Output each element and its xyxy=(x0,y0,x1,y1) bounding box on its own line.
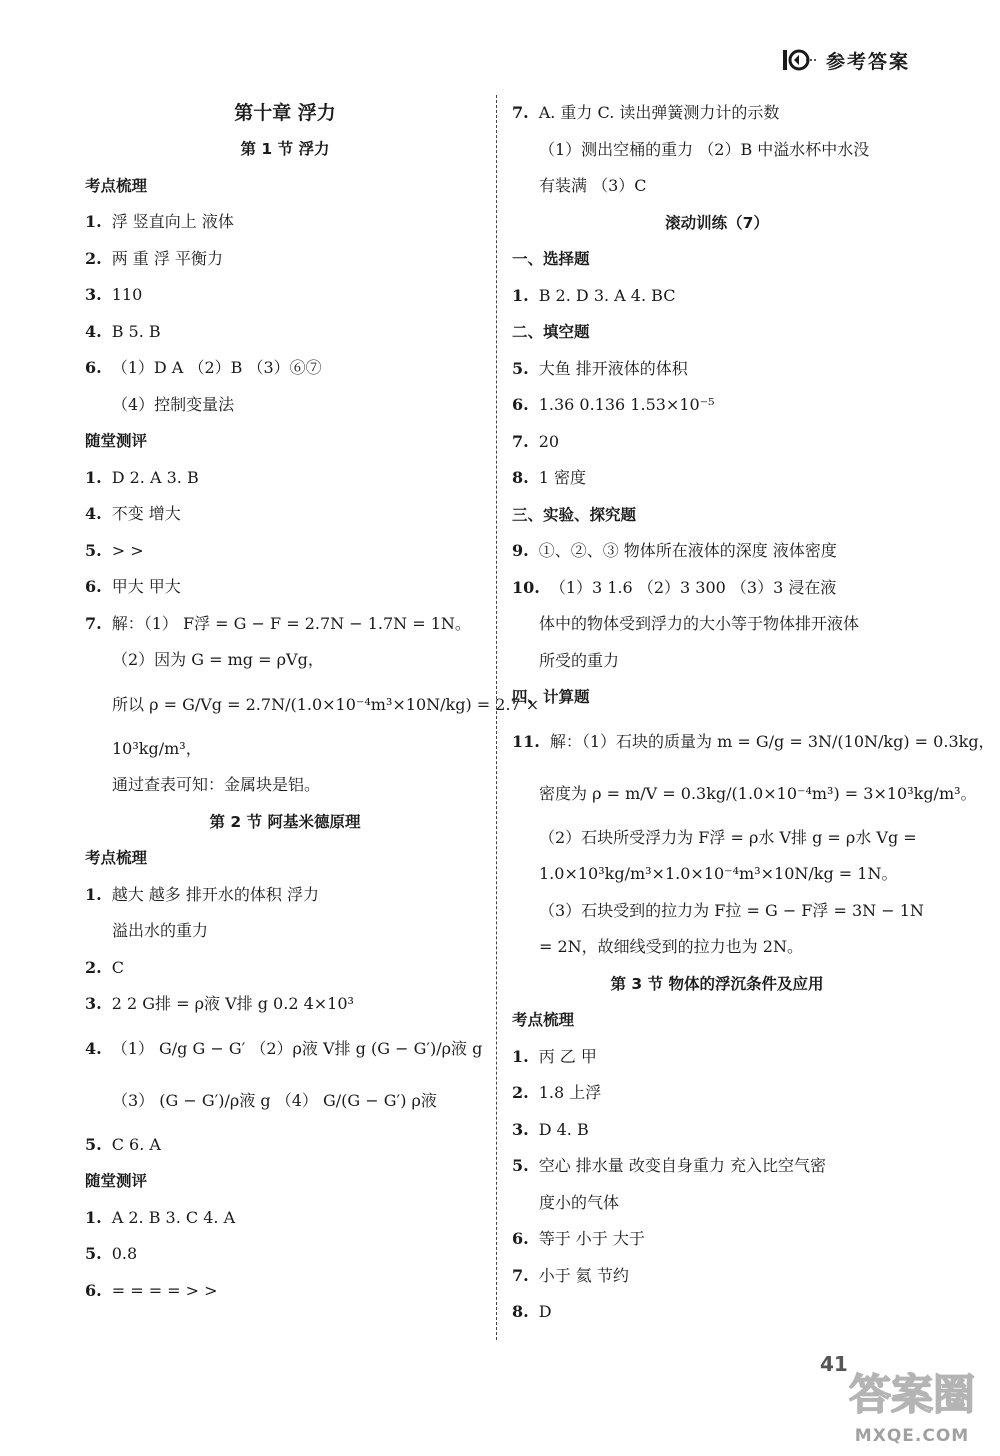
answer-text: 体中的物体受到浮力的大小等于物体排开液体 xyxy=(539,614,860,633)
answer-line xyxy=(85,1200,485,1237)
answer-line xyxy=(85,460,485,497)
answer-line xyxy=(512,1112,922,1149)
answer-text: 第 2 节 阿基米德原理 xyxy=(209,812,361,831)
answer-continuation xyxy=(512,606,922,643)
header-title: 参考答案 xyxy=(825,50,910,73)
answer-text: 1 密度 xyxy=(538,468,586,487)
answer-continuation xyxy=(85,913,485,950)
answer-line xyxy=(85,241,485,278)
subsection-heading xyxy=(85,423,485,460)
question-number: 6. xyxy=(85,577,102,596)
answer-text: A. 重力 C. 读出弹簧测力计的示数 xyxy=(538,103,780,122)
answer-text: 越大 越多 排开水的体积 浮力 xyxy=(111,884,319,904)
section-title xyxy=(512,966,922,1003)
answer-text: D 4. B xyxy=(538,1119,589,1139)
question-number: 2. xyxy=(512,1083,529,1102)
answer-line xyxy=(512,1258,922,1295)
answer-continuation xyxy=(512,893,922,930)
answer-continuation xyxy=(512,820,922,857)
answer-text: 一、选择题 xyxy=(512,250,590,268)
answer-text: 丙 乙 甲 xyxy=(538,1046,597,1066)
question-number: 1. xyxy=(512,285,529,305)
subsection-heading xyxy=(512,241,922,278)
answer-text: > > xyxy=(111,540,144,560)
answer-line xyxy=(512,716,995,768)
answer-text: 三、实验、探究题 xyxy=(512,505,637,524)
question-number: 4. xyxy=(85,321,102,341)
question-number: 7. xyxy=(512,103,529,122)
answer-text: = 2N，故细线受到的拉力也为 2N。 xyxy=(539,937,803,956)
answer-text: 两 重 浮 平衡力 xyxy=(111,248,223,268)
subsection-heading xyxy=(512,314,922,351)
answer-continuation xyxy=(512,643,922,680)
answer-text: 不变 增大 xyxy=(111,504,181,523)
question-number: 3. xyxy=(85,285,102,304)
answer-line xyxy=(512,1294,922,1331)
answer-line xyxy=(85,350,485,387)
answer-continuation xyxy=(512,768,977,820)
answer-text: 度小的气体 xyxy=(539,1192,620,1212)
answer-text: C 6. A xyxy=(111,1134,161,1154)
answer-line xyxy=(85,496,485,533)
answer-line xyxy=(85,569,485,606)
subsection-heading xyxy=(512,497,922,534)
answer-text: 四、计算题 xyxy=(512,688,590,706)
answer-text: 有装满 （3）C xyxy=(539,176,647,195)
answer-text: （4）控制变量法 xyxy=(112,394,235,414)
question-number: 5. xyxy=(512,1156,529,1175)
answer-continuation xyxy=(85,1075,485,1127)
answer-line xyxy=(85,1023,485,1075)
answer-text: 溢出水的重力 xyxy=(112,921,209,940)
answer-continuation xyxy=(512,168,922,205)
left-column xyxy=(85,95,540,1309)
answer-text: 通过查表可知：金属块是铝。 xyxy=(112,775,321,794)
page-header xyxy=(782,46,910,74)
answer-line xyxy=(85,1127,485,1164)
answer-line xyxy=(85,606,485,643)
question-number: 7. xyxy=(512,431,529,451)
answer-line xyxy=(85,314,485,351)
question-number: 8. xyxy=(512,1302,529,1321)
question-number: 7. xyxy=(512,1265,529,1285)
question-number: 1. xyxy=(85,467,102,487)
question-number: 4. xyxy=(85,504,102,523)
answer-line xyxy=(512,533,922,570)
answer-text: 浮 竖直向上 液体 xyxy=(111,212,234,231)
watermark-text: MXQE.COM xyxy=(854,1426,970,1446)
question-number: 5. xyxy=(85,540,102,560)
answer-text: （1） G/g G − G′ （2）ρ液 V排 g (G − G′)/ρ液 g xyxy=(111,1038,483,1058)
answer-text: （1）测出空桶的重力 （2）B 中溢水杯中水没 xyxy=(539,139,870,159)
answer-line xyxy=(85,877,485,914)
section-title xyxy=(85,804,485,841)
answer-continuation xyxy=(85,679,540,731)
question-number: 1. xyxy=(85,212,102,231)
answer-line xyxy=(512,460,922,497)
watermark-logo xyxy=(832,1362,992,1450)
answer-line xyxy=(512,351,922,388)
answer-line xyxy=(512,424,922,461)
answer-line xyxy=(512,1221,922,1258)
answer-text: 0.8 xyxy=(111,1244,138,1263)
question-number: 1. xyxy=(85,884,102,904)
question-number: 6. xyxy=(85,1280,102,1300)
answer-text: （1）D A （2）B （3）⑥⑦ xyxy=(111,358,322,377)
answer-text: （3）石块受到的拉力为 F拉 = G − F浮 = 3N − 1N xyxy=(539,900,924,920)
answer-text: D 2. A 3. B xyxy=(111,467,199,487)
answer-continuation xyxy=(85,731,485,768)
answer-continuation xyxy=(512,929,922,966)
question-number: 8. xyxy=(512,468,529,487)
question-number: 9. xyxy=(512,541,529,560)
answer-text: 甲大 甲大 xyxy=(111,577,181,596)
watermark-cn: 答案圈 xyxy=(848,1370,975,1419)
answer-text: 解：（1）石块的质量为 m = G/g = 3N/(10N/kg) = 0.3kg， xyxy=(549,731,995,751)
question-number: 7. xyxy=(85,613,102,633)
subsection-heading xyxy=(85,1163,485,1200)
answer-line xyxy=(85,1236,485,1273)
answer-continuation xyxy=(512,856,922,893)
answer-text: A 2. B 3. C 4. A xyxy=(111,1207,236,1227)
answer-text: 第 1 节 浮力 xyxy=(240,140,330,158)
question-number: 5. xyxy=(85,1244,102,1263)
answer-line xyxy=(85,277,485,314)
answer-line xyxy=(512,570,922,607)
section-title xyxy=(85,131,485,168)
answer-text: 2 2 G排 = ρ液 V排 g 0.2 4×10³ xyxy=(111,994,354,1013)
answer-text: 解：（1） F浮 = G − F = 2.7N − 1.7N = 1N。 xyxy=(111,613,471,633)
answer-line xyxy=(85,950,485,987)
page-number: 41 xyxy=(820,1352,848,1376)
answer-text: B 2. D 3. A 4. BC xyxy=(538,285,676,305)
question-number: 5. xyxy=(512,358,529,378)
answer-text: 第十章 浮力 xyxy=(234,102,336,124)
answer-text: 考点梳理 xyxy=(85,849,148,867)
answer-continuation xyxy=(85,642,485,679)
answer-line xyxy=(512,1148,922,1185)
answer-text: 所以 ρ = G/Vg = 2.7N/(1.0×10⁻⁴m³×10N/kg) = 2.7 × xyxy=(112,694,540,714)
question-number: 1. xyxy=(85,1207,102,1227)
answer-text: 大鱼 排开液体的体积 xyxy=(538,358,688,378)
answer-text: 1.36 0.136 1.53×10⁻⁵ xyxy=(538,395,715,414)
answer-line xyxy=(85,533,485,570)
answer-text: 1.0×10³kg/m³×1.0×10⁻⁴m³×10N/kg = 1N。 xyxy=(539,864,898,883)
answer-line xyxy=(512,278,922,315)
question-number: 2. xyxy=(85,248,102,268)
answer-text: 考点梳理 xyxy=(512,1011,575,1029)
answer-text: （2）因为 G = mg = ρVg， xyxy=(112,650,324,669)
answer-text: D xyxy=(538,1302,552,1321)
answer-text: 二、填空题 xyxy=(512,323,590,341)
answer-continuation xyxy=(85,387,485,424)
question-number: 6. xyxy=(85,358,102,377)
answer-line xyxy=(512,95,922,132)
question-number: 6. xyxy=(512,395,529,414)
answer-line xyxy=(512,1075,922,1112)
answer-line xyxy=(85,1273,485,1310)
answer-text: 20 xyxy=(538,431,560,451)
subsection-heading xyxy=(85,168,485,205)
answer-line xyxy=(512,387,922,424)
question-number: 3. xyxy=(85,994,102,1013)
answer-text: 等于 小于 大于 xyxy=(538,1229,645,1248)
section-title xyxy=(512,205,922,242)
chapter-title xyxy=(85,95,485,131)
answer-text: 空心 排水量 改变自身重力 充入比空气密 xyxy=(538,1156,826,1175)
right-column xyxy=(512,95,995,1331)
answer-continuation xyxy=(512,1185,922,1222)
answer-continuation xyxy=(85,767,485,804)
subsection-heading xyxy=(512,679,922,716)
answer-text: 考点梳理 xyxy=(85,176,148,195)
question-number: 11. xyxy=(512,731,540,751)
answer-text: B 5. B xyxy=(111,321,161,341)
question-number: 3. xyxy=(512,1119,529,1139)
question-number: 5. xyxy=(85,1134,102,1154)
answer-continuation xyxy=(512,132,922,169)
answer-text: 1.8 上浮 xyxy=(538,1083,602,1102)
question-number: 10. xyxy=(512,577,540,597)
answer-line xyxy=(512,1039,922,1076)
answer-line xyxy=(85,204,485,241)
answer-text: 110 xyxy=(111,285,143,304)
question-number: 6. xyxy=(512,1229,529,1248)
answer-text: 第 3 节 物体的浮沉条件及应用 xyxy=(610,974,824,993)
answer-text: 密度为 ρ = m/V = 0.3kg/(1.0×10⁻⁴m³) = 3×10³kg/m³。 xyxy=(539,783,977,803)
answer-text: 滚动训练（7） xyxy=(665,213,769,232)
book-logo-icon xyxy=(782,46,820,74)
answer-text: ①、②、③ 物体所在液体的深度 液体密度 xyxy=(538,541,837,560)
answer-text: （2）石块所受浮力为 F浮 = ρ水 V排 g = ρ水 Vg = xyxy=(539,827,917,847)
answer-text: 随堂测评 xyxy=(85,432,148,450)
question-number: 4. xyxy=(85,1038,102,1058)
answer-text: （3） (G − G′)/ρ液 g （4） G/(G − G′) ρ液 xyxy=(112,1090,437,1110)
answer-text: = = = = > > xyxy=(111,1280,218,1300)
answer-text: 小于 氦 节约 xyxy=(538,1265,629,1285)
answer-text: 10³kg/m³， xyxy=(112,738,202,758)
answer-text: 随堂测评 xyxy=(85,1172,148,1190)
subsection-heading xyxy=(85,840,485,877)
answer-text: C xyxy=(111,957,124,977)
question-number: 2. xyxy=(85,957,102,977)
answer-text: （1）3 1.6 （2）3 300 （3）3 浸在液 xyxy=(549,577,837,597)
question-number: 1. xyxy=(512,1046,529,1066)
subsection-heading xyxy=(512,1002,922,1039)
answer-text: 所受的重力 xyxy=(539,650,620,670)
answer-line xyxy=(85,986,485,1023)
